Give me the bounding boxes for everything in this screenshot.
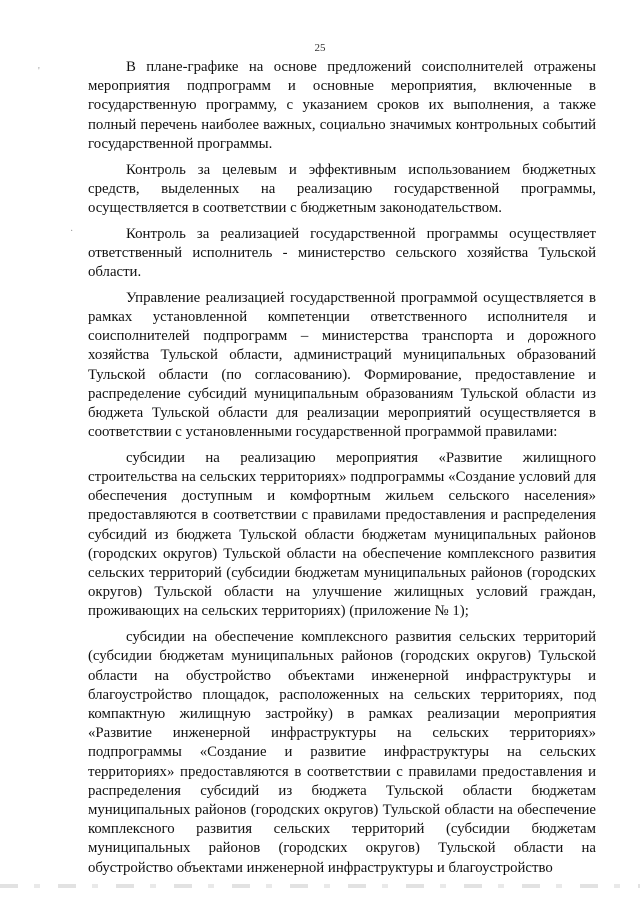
paragraph-program-management: Управление реализацией государственной программой осуществляется в рамках установленной компетенции ответственного исполнителя и соисполнителей подпрограмм – министерства транспорта и дорожного хозяйства Тульской области, администраций муниципальных образований Тульской области (по согласованию). Формирование, предоставление и распределение субсидий муниципальным образованиям Тульской области из бюджета Тульской области для реализации мероприятий осуществляется в соответствии с установленными государственной программой правилами: [88,289,596,441]
scan-mark: ' [38,66,40,77]
page-number: 25 [314,42,326,54]
body-text [88,58,596,884]
paragraph-infrastructure-subsidies: субсидии на обеспечение комплексного развития сельских территорий (субсидии бюджетам муниципальных районов (городских округов) Тульской области на обустройство объектами инженерной инфраструктуры и благоустройство площадок, расположенных на сельских территориях, под компактную жилищную застройку) в рамках реализации мероприятия «Развитие инженерной инфраструктуры на сельских территориях» подпрограммы «Создание и развитие инфраструктуры на сельских территориях» предоставляются в соответствии с правилами предоставления и распределения субсидий из бюджета Тульской области бюджетам муниципальных районов (городских округов) Тульской области на обеспечение комплексного развития сельских территорий (субсидии бюджетам муниципальных районов (городских округов) Тульской области на обустройство объектами инженерной инфраструктуры и благоустройство [88,629,596,876]
paragraph-housing-subsidies: субсидии на реализацию мероприятия «Развитие жилищного строительства на сельских территориях» подпрограммы «Создание условий для обеспечения доступным и комфортным жильем сельского населения» предоставляются в соответствии с правилами предоставления и распределения субсидий из бюджета Тульской области бюджетам муниципальных районов (городских округов) Тульской области на обеспечение комплексного развития сельских территорий (субсидии бюджетам муниципальных районов (городских округов) Тульской области на улучшение жилищных условий граждан, проживающих на сельских территориях) (приложение № 1); [88,449,596,620]
paragraph-program-control: Контроль за реализацией государственной программы осуществляет ответственный исполнитель - министерство сельского хозяйства Тульской области. [88,225,596,281]
scan-edge-noise [0,884,640,888]
paragraph-plan-schedule: В плане-графике на основе предложений соисполнителей отражены мероприятия подпрограмм и основные мероприятия, включенные в государственную программу, с указанием сроков их выполнения, а также полный перечень наиболее важных, социально значимых контрольных событий государственной программы. [88,59,596,152]
paragraph-budget-control: Контроль за целевым и эффективным использованием бюджетных средств, выделенных на реализацию государственной программы, осуществляется в соответствии с бюджетным законодательством. [88,161,596,216]
scan-mark: · [70,226,74,237]
